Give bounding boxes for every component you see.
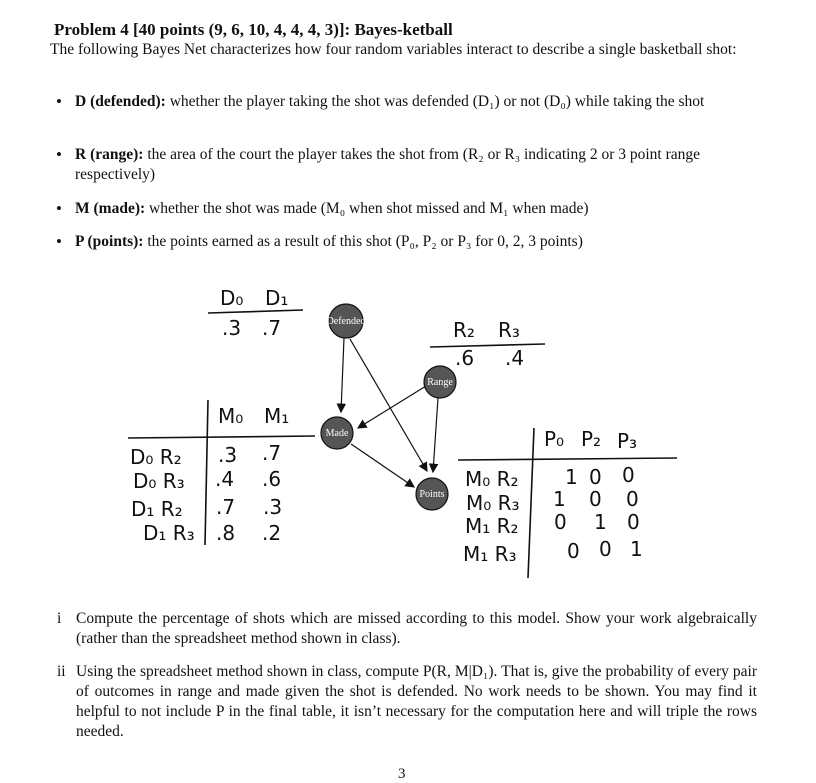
question-text: Using the spreadsheet method shown in class, compute P(R, M|D₁). That is, give the probability of every pair of outcomes in range and made given the shot is defended. No work needs to be shown. You may find it helpful to not include P in the final table, it isn’t necessary for the computation here and will triple the rows needed. [76, 663, 757, 740]
table-m-header-m1: M₁ [264, 404, 290, 428]
table-p-row-label: M₁ R₃ [463, 542, 517, 566]
table-p-cell: 0 [626, 487, 639, 511]
edge-range-made [358, 386, 426, 428]
table-p-cell: 0 [622, 463, 635, 487]
question-number: i [57, 610, 62, 627]
table-p-cell: 0 [589, 465, 602, 489]
table-m-header-m0: M₀ [218, 404, 244, 428]
table-p-header-p3: P₃ [617, 429, 638, 453]
bullet-dot-icon: • [56, 145, 62, 164]
table-p-cell: 1 [630, 537, 643, 561]
edge-defended-made [341, 338, 344, 412]
table-points [458, 427, 677, 578]
table-p-cell: 0 [599, 537, 612, 561]
table-r-value-r3: .4 [505, 346, 525, 370]
bullet-term: R (range): [75, 146, 144, 163]
table-m-hrule [128, 436, 315, 438]
question-number: ii [57, 663, 66, 680]
node-range [424, 366, 456, 398]
bullet-dot-icon: • [56, 199, 62, 218]
table-r-header-r2: R₂ [453, 318, 475, 342]
bullet-made [56, 199, 755, 219]
table-p-row-label: M₀ R₃ [466, 491, 520, 515]
question-i [57, 609, 757, 649]
bullet-dot-icon: • [56, 232, 62, 251]
question-text: Compute the percentage of shots which are missed according to this model. Show your work algebraically (rather than the spreadsheet method shown in class). [76, 610, 757, 647]
node-range-label: Range [427, 377, 453, 388]
node-points-label: Points [419, 489, 445, 500]
table-m-cell: .6 [262, 467, 282, 491]
table-m-cell: .8 [216, 521, 236, 545]
table-p-cell: 1 [594, 510, 607, 534]
table-made [128, 400, 315, 545]
table-p-cell: 0 [554, 510, 567, 534]
table-m-vrule [205, 400, 208, 545]
bullet-term: D (defended): [75, 93, 166, 110]
table-p-cell: 0 [589, 487, 602, 511]
bullet-text: whether the player taking the shot was defended (D₁) or not (D₀) while taking the shot [165, 93, 705, 110]
table-d-header-d0: D₀ [220, 286, 244, 310]
table-d-value-d1: .7 [262, 316, 282, 340]
bayes-net-diagram [0, 270, 816, 590]
node-made-label: Made [325, 428, 349, 439]
node-points [416, 478, 448, 510]
table-p-row-label: M₁ R₂ [465, 514, 519, 538]
table-d-value-d0: .3 [222, 316, 242, 340]
node-made [321, 417, 353, 449]
table-p-header-p2: P₂ [581, 427, 602, 451]
table-p-cell: 1 [553, 487, 566, 511]
table-p-header-p0: P₀ [544, 427, 565, 451]
bullet-text: the area of the court the player takes the shot from (R₂ or R₃ indicating 2 or 3 point range respectively) [75, 146, 701, 183]
table-r-header-r3: R₃ [498, 318, 520, 342]
bullet-points [56, 232, 755, 252]
table-m-cell: .7 [262, 441, 282, 465]
table-m-cell: .4 [215, 467, 235, 491]
table-d-rule [208, 310, 303, 313]
edge-made-points [351, 444, 414, 487]
bullet-text: whether the shot was made (M₀ when shot missed and M₁ when made) [145, 200, 589, 217]
bullet-term: P (points): [75, 233, 144, 250]
bullet-range [56, 145, 755, 185]
table-p-hrule [458, 458, 677, 460]
bullet-dot-icon: • [56, 92, 62, 111]
page-number: 3 [398, 766, 406, 782]
bullet-term: M (made): [75, 200, 146, 217]
question-ii [57, 662, 757, 742]
problem-intro: The following Bayes Net characterizes how four random variables interact to describe a single basketball shot: [50, 41, 737, 58]
table-p-cell: 0 [567, 539, 580, 563]
table-m-cell: .3 [218, 443, 238, 467]
problem-title: Problem 4 [40 points (9, 6, 10, 4, 4, 4, 3)]: Bayes-ketball [54, 20, 453, 39]
edge-range-points [433, 398, 438, 472]
table-defended [208, 286, 303, 340]
table-m-row-label: D₀ R₃ [133, 469, 185, 493]
node-defended [327, 304, 366, 338]
table-r-value-r2: .6 [455, 346, 475, 370]
table-p-row-label: M₀ R₂ [465, 467, 519, 491]
table-m-cell: .7 [216, 495, 236, 519]
bullet-defended [56, 92, 755, 112]
table-m-cell: .2 [262, 521, 282, 545]
table-p-cell: 1 [565, 465, 578, 489]
table-m-row-label: D₀ R₂ [130, 445, 182, 469]
bayes-net-edges [341, 338, 438, 487]
table-range [430, 318, 545, 370]
table-d-header-d1: D₁ [265, 286, 289, 310]
table-m-cell: .3 [263, 495, 283, 519]
table-p-cell: 0 [627, 510, 640, 534]
node-defended-label: Defended [326, 316, 366, 327]
table-m-row-label: D₁ R₃ [143, 521, 195, 545]
bullet-text: the points earned as a result of this shot (P₀, P₂ or P₃ for 0, 2, 3 points) [143, 233, 583, 250]
table-r-rule [430, 344, 545, 347]
table-p-vrule [528, 428, 534, 578]
table-m-row-label: D₁ R₂ [131, 497, 183, 521]
